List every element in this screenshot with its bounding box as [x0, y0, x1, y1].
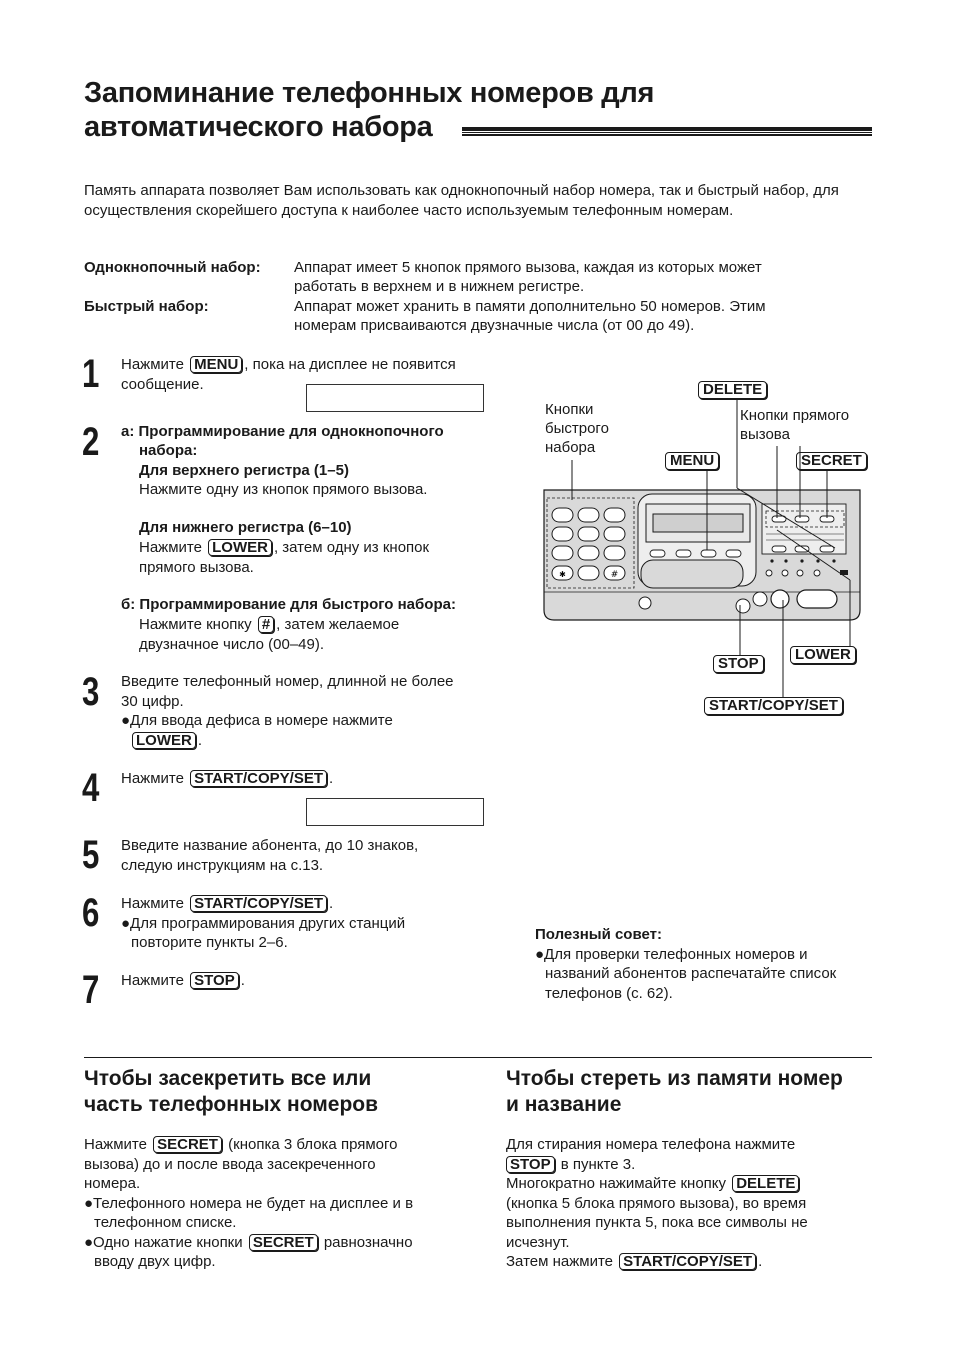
lower-key: LOWER	[208, 539, 272, 556]
erase-heading: Чтобы стереть из памяти номер и название	[506, 1067, 843, 1116]
step-number-2: 2	[82, 420, 100, 464]
stop-key: STOP	[190, 972, 239, 989]
step4-text: Нажмите START/COPY/SET .	[121, 770, 334, 787]
tip-line-3: телефонов (с. 62).	[545, 984, 673, 1002]
start-copy-set-key: START/COPY/SET	[190, 895, 327, 912]
start-copy-set-key: START/COPY/SET	[190, 770, 327, 787]
intro-paragraph: Память аппарата позволяет Вам использовать как однокнопочный набор номера, так и быстрый набор, для осуществления скорейшего доступа к наиболее часто используемым телефонным номерам.	[84, 182, 839, 219]
step2-upper-text: Нажмите одну из кнопок прямого вызова.	[139, 481, 428, 498]
hash-key-glyph: #	[610, 570, 619, 580]
step2-b-text: Нажмите кнопку # , затем желаемое двузначное число (00–49).	[139, 616, 400, 653]
step2-a-heading-2: набора:	[139, 442, 198, 459]
diagram-start-copy-set-key: START/COPY/SET	[704, 697, 843, 715]
diagram-delete-key: DELETE	[698, 381, 767, 399]
star-key-glyph: ✱	[559, 570, 566, 579]
secret-body: Нажмите SECRET (кнопка 3 блока прямого вызова) до и после ввода засекреченного номера. ●Телефонного номера не будет на дисплее и в телефонном списке. ●Одно нажатие кнопки SECRET равнозначно вводу двух цифр.	[84, 1136, 414, 1270]
callout-lower-a	[777, 530, 850, 580]
start-copy-set-key: START/COPY/SET	[619, 1253, 756, 1270]
step2-upper-heading: Для верхнего регистра (1–5)	[139, 462, 349, 479]
callout-delete-2	[737, 488, 835, 548]
def-term-speed: Быстрый набор:	[84, 298, 209, 315]
step2-lower-text: Нажмите LOWER , затем одну из кнопок прямого вызова.	[139, 539, 430, 576]
step2-b-heading: б: Программирование для быстрого набора:	[121, 596, 456, 613]
def-text-speed-1: Аппарат может хранить в памяти дополнительно 50 номеров. Этим	[294, 298, 766, 315]
step2-a-heading-1: а: Программирование для однокнопочного	[121, 423, 444, 440]
step-number-7: 7	[82, 968, 100, 1012]
step-number-4: 4	[82, 766, 100, 810]
def-text-one-touch-1: Аппарат имеет 5 кнопок прямого вызова, каждая из которых может	[294, 259, 762, 276]
tip-box	[535, 925, 875, 1003]
stop-key: STOP	[506, 1156, 555, 1173]
lower-key: LOWER	[132, 732, 196, 749]
def-text-speed-2: номерам присваиваются двузначные числа (от 00 до 49).	[294, 317, 695, 334]
step-number-5: 5	[82, 833, 100, 877]
secret-key: SECRET	[249, 1234, 318, 1251]
def-text-one-touch-2: работать в верхнем и в нижнем регистре.	[294, 278, 585, 295]
tip-line-1: ●Для проверки телефонных номеров и	[535, 945, 808, 963]
label-speed-dial: Кнопки быстрого набора	[545, 401, 609, 456]
step-number-6: 6	[82, 891, 100, 935]
erase-body: Для стирания номера телефона нажмите STOP в пункте 3. Многократно нажимайте кнопку DELETE (кнопка 5 блока прямого вызова), во время выполнения пункта 5, пока все символы не исчезнут. Затем нажмите START/COPY/SET .	[506, 1136, 808, 1270]
secret-key: SECRET	[153, 1136, 222, 1153]
diagram-lower-key: LOWER	[790, 646, 856, 664]
def-term-one-touch: Однокнопочный набор:	[84, 259, 261, 276]
diagram-secret-key: SECRET	[796, 452, 867, 470]
diagram-menu-key: MENU	[665, 452, 719, 470]
menu-key: MENU	[190, 356, 242, 373]
step1-text: Нажмите MENU , пока на дисплее не появится сообщение.	[121, 356, 456, 393]
step-number-1: 1	[82, 352, 100, 396]
tip-heading: Полезный совет:	[535, 926, 662, 943]
page-title-line2: автоматического набора	[84, 111, 433, 143]
secret-heading: Чтобы засекретить все или часть телефонных номеров	[84, 1067, 379, 1116]
tip-line-2: названий абонентов распечатайте список	[545, 965, 837, 982]
step6-text: Нажмите START/COPY/SET . ●Для программирования других станций повторите пункты 2–6.	[121, 895, 406, 951]
display-box-2	[306, 798, 484, 826]
section-divider	[84, 1057, 872, 1058]
step7-text: Нажмите STOP .	[121, 972, 245, 989]
step2-lower-heading: Для нижнего регистра (6–10)	[139, 519, 352, 536]
diagram-stop-key: STOP	[713, 655, 764, 673]
hash-key: #	[258, 616, 274, 633]
page-title-line1: Запоминание телефонных номеров для	[84, 77, 655, 109]
delete-key: DELETE	[732, 1175, 799, 1192]
step-number-3: 3	[82, 670, 100, 714]
label-direct-call: Кнопки прямого вызова	[740, 407, 850, 443]
step5-text: Введите название абонента, до 10 знаков, следую инструкциям на с.13.	[121, 837, 419, 874]
step3-text: Введите телефонный номер, длинной не более 30 цифр. ●Для ввода дефиса в номере нажмите LOWER .	[121, 673, 454, 749]
